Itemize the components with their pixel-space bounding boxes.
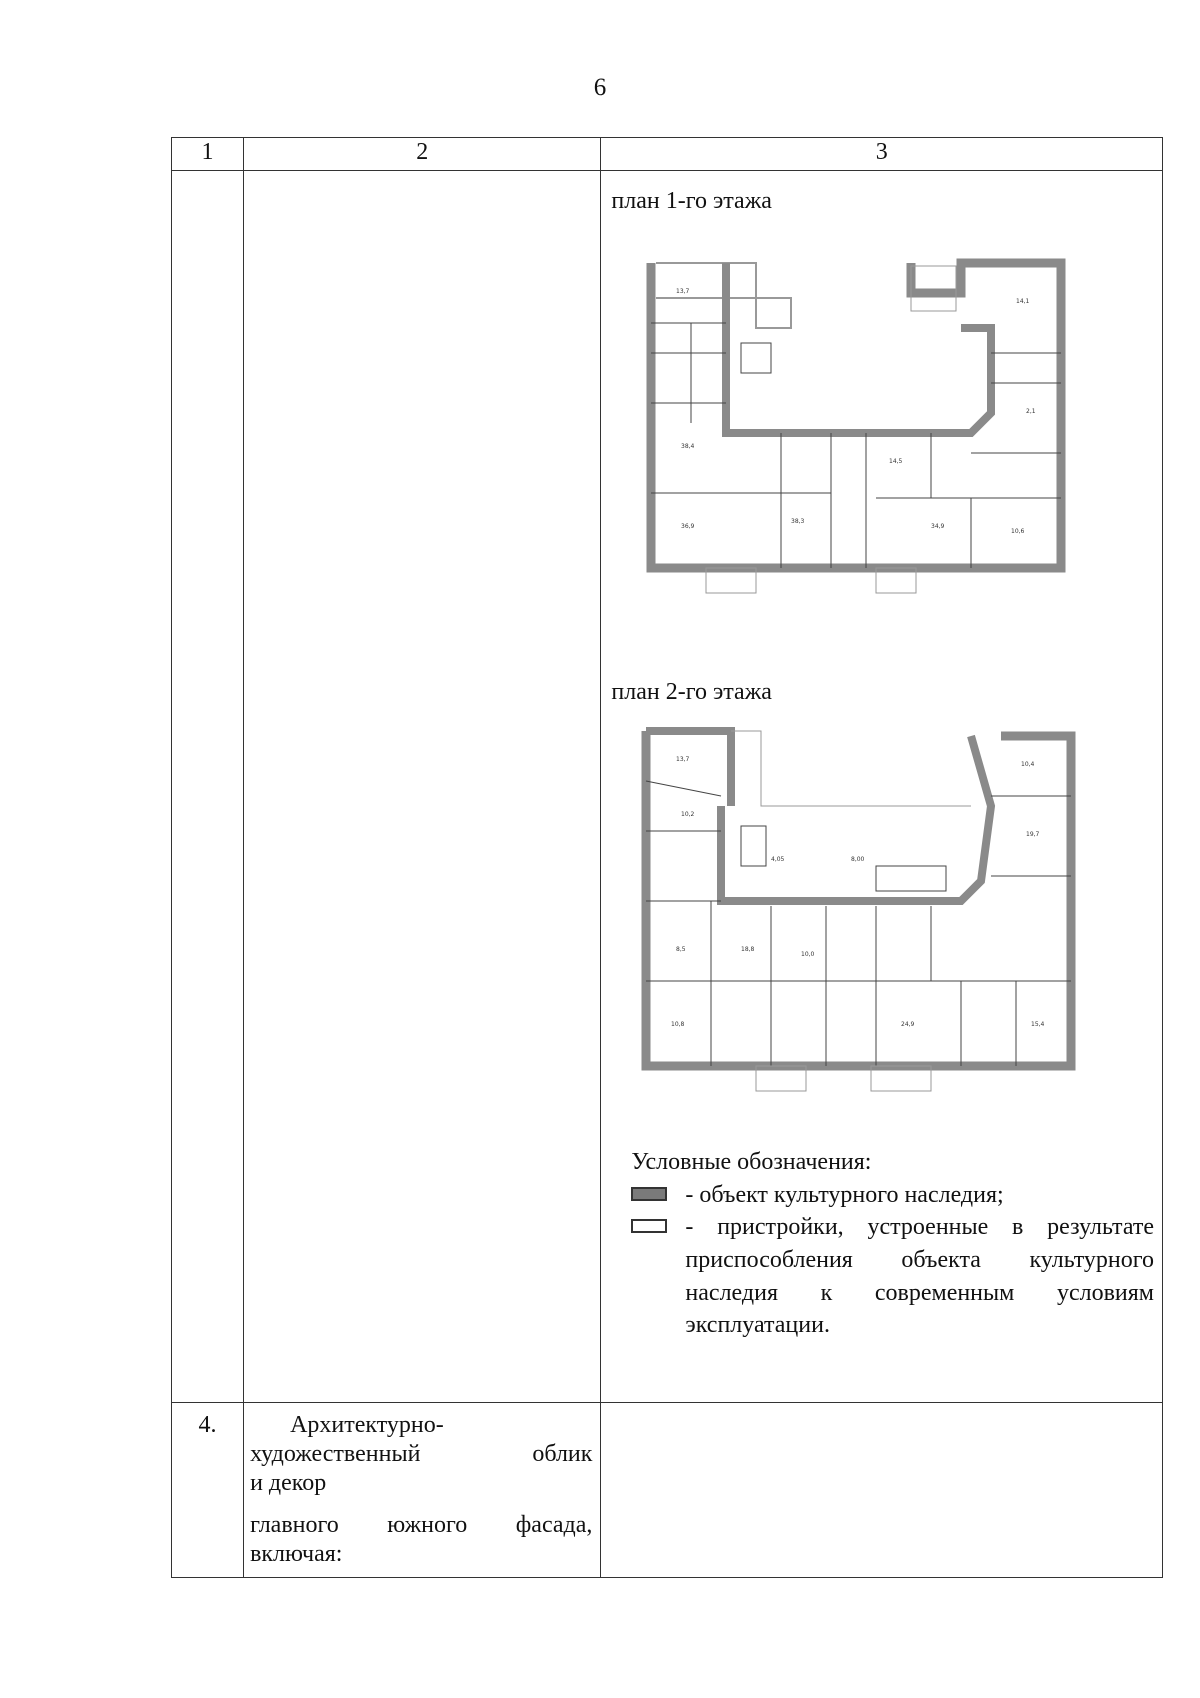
heritage-swatch [631, 1187, 667, 1201]
svg-text:36,9: 36,9 [681, 522, 695, 530]
svg-text:14,5: 14,5 [889, 457, 903, 465]
table-row-4 [172, 1403, 1163, 1578]
row-4-para2: главного южного фасада, включая: [250, 1512, 593, 1568]
svg-text:10,0: 10,0 [801, 951, 815, 959]
floor2-plan-drawing [631, 726, 1131, 1116]
svg-text:38,3: 38,3 [791, 517, 805, 525]
header-col-3: 3 [601, 138, 1163, 171]
svg-text:8,5: 8,5 [676, 946, 686, 954]
document-table [171, 137, 1163, 1578]
svg-text:13,7: 13,7 [676, 756, 690, 764]
row-4-cell-3 [601, 1403, 1163, 1578]
floor1-label: план 1-го этажа [611, 188, 772, 214]
additions-swatch [631, 1219, 667, 1233]
table-row-plans [172, 171, 1163, 1403]
floor2-label: план 2-го этажа [611, 678, 772, 705]
header-col-1: 1 [172, 138, 244, 171]
floor1-plan [631, 253, 1162, 651]
cell-empty-2 [244, 171, 601, 1403]
floor2-plan [631, 726, 1162, 1124]
svg-text:13,7: 13,7 [676, 287, 690, 295]
row-4-line3: и декор [250, 1469, 327, 1496]
table-header-row [172, 138, 1163, 171]
row-4-line2 [250, 1440, 592, 1469]
legend-additions-text: - пристройки, устроенные в результате приспособления объекта культурного наследия к современным условиям эксплуатации. [685, 1214, 1154, 1339]
floor1-plan-drawing [631, 253, 1131, 643]
svg-text:2,1: 2,1 [1026, 407, 1036, 415]
svg-text:19,7: 19,7 [1026, 831, 1040, 839]
svg-text:10,6: 10,6 [1011, 527, 1025, 535]
svg-text:24,9: 24,9 [901, 1021, 915, 1029]
row-4-line2-b: облик [532, 1440, 593, 1467]
svg-text:10,4: 10,4 [1021, 761, 1035, 769]
svg-text:8,00: 8,00 [851, 856, 865, 864]
row-4-number: 4. [172, 1403, 244, 1578]
svg-text:14,1: 14,1 [1016, 297, 1030, 305]
page-number: 6 [593, 74, 607, 101]
legend-item-heritage [631, 1179, 1154, 1212]
row-4-line2-a: художественный [250, 1440, 421, 1467]
svg-text:34,9: 34,9 [931, 522, 945, 530]
svg-text:15,4: 15,4 [1031, 1021, 1045, 1029]
svg-text:38,4: 38,4 [681, 442, 695, 450]
svg-text:4,05: 4,05 [771, 856, 785, 864]
cell-empty-1 [172, 171, 244, 1403]
svg-text:10,2: 10,2 [681, 811, 695, 819]
legend-item-additions [631, 1211, 1154, 1342]
row-4-line1: Архитектурно- [290, 1412, 444, 1438]
legend [631, 1146, 1154, 1342]
svg-text:18,8: 18,8 [741, 946, 755, 954]
legend-title: Условные обозначения: [631, 1149, 872, 1176]
row-4-description [244, 1403, 601, 1578]
svg-text:10,8: 10,8 [671, 1021, 685, 1029]
header-col-2: 2 [244, 138, 601, 171]
legend-heritage-text: - объект культурного наследия; [685, 1181, 1004, 1208]
cell-plans [601, 171, 1163, 1403]
